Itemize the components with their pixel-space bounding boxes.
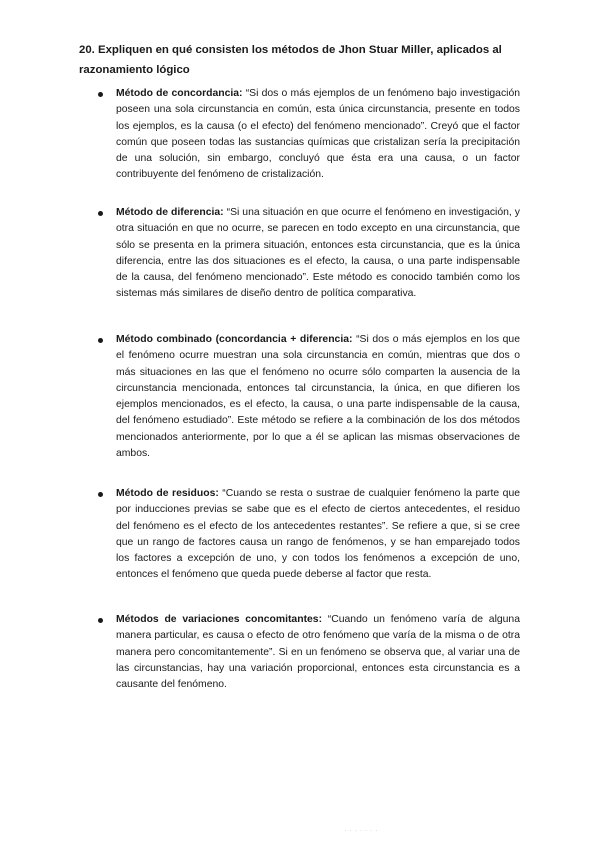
bullet-icon <box>98 338 103 343</box>
item-text: “Cuando un fenómeno varía de alguna manera particular, es causa o efecto de otro fenómeno que varía de la misma o de otra manera pero concomitantemente”. Si en un fenómeno se observa que, al variar una de las circunstancias, hay una variación proporcional, entonces esta circunstancia es a causante del fenómeno. <box>116 614 520 691</box>
item-term: Métodos de variaciones concomitantes: <box>116 614 323 625</box>
item-text: “Cuando se resta o sustrae de cualquier fenómeno la parte que por inducciones previas se sabe que es el efecto de ciertos antecedentes, el residuo del fenómeno es el efecto de los antecedentes restantes”. Se refiere a que, si se cree que un rango de factores causa un rango de fenómenos, y se han emparejado todos los factores a excepción de uno, y con todos los fenómenos a excepción de uno, entonces el fenómeno que queda puede deberse al factor que resta. <box>116 488 520 581</box>
item-term: Método de concordancia: <box>116 88 243 99</box>
page-footer: · · · · · · · <box>345 828 378 834</box>
item-paragraph <box>116 86 520 184</box>
item-text: “Si dos o más ejemplos en los que el fenómeno ocurre muestran una sola circunstancia en común, mientras que dos o más situaciones en las que el fenómeno no ocurre sólo comparten la ausencia de la circunstancia mencionada, entonces tal circunstancia, la única, en que difieren los ejemplos mencionados, es el efecto, la causa, o una parte indispensable de la causa, del fenómeno estudiado”. Este método se refiere a la combinación de los dos métodos mencionados anteriormente, por lo que a él se aplican las mismas observaciones de ambos. <box>116 334 520 460</box>
bullet-icon <box>98 211 103 216</box>
item-term: Método de residuos: <box>116 488 219 499</box>
item-paragraph <box>116 205 520 303</box>
item-paragraph <box>116 332 520 462</box>
item-text: “Si una situación en que ocurre el fenómeno en investigación, y otra situación en que no ocurre, se parecen en todo excepto en una circunstancia, que sólo se presenta en la primera situación, entonces esta circunstancia, que es la única diferencia, entre las dos situaciones es el efecto, la causa, o una parte indispensable de la causa, del fenómeno mencionado”. Este método es conocido también como los sistemas más similares de diseño dentro de política comparativa. <box>116 207 520 300</box>
item-paragraph <box>116 612 520 693</box>
bullet-icon <box>98 492 103 497</box>
item-term: Método combinado (concordancia + diferencia: <box>116 334 353 345</box>
bullet-icon <box>98 92 103 97</box>
bullet-icon <box>98 618 103 623</box>
item-term: Método de diferencia: <box>116 207 224 218</box>
question-heading: 20. Expliquen en qué consisten los métodos de Jhon Stuar Miller, aplicados al razonamiento lógico <box>79 44 502 76</box>
item-text: “Si dos o más ejemplos de un fenómeno bajo investigación poseen una sola circunstancia en común, esta única circunstancia, presente en todos los ejemplos, es la causa (o el efecto) del fenómeno mencionado”. Creyó que el factor común que poseen todas las sustancias químicas que cristalizan sería la precipitación de una solución, sin embargo, concluyó que ésta era una causa, o un factor contribuyente del fenómeno de cristalización. <box>116 88 521 181</box>
item-paragraph <box>116 486 520 584</box>
